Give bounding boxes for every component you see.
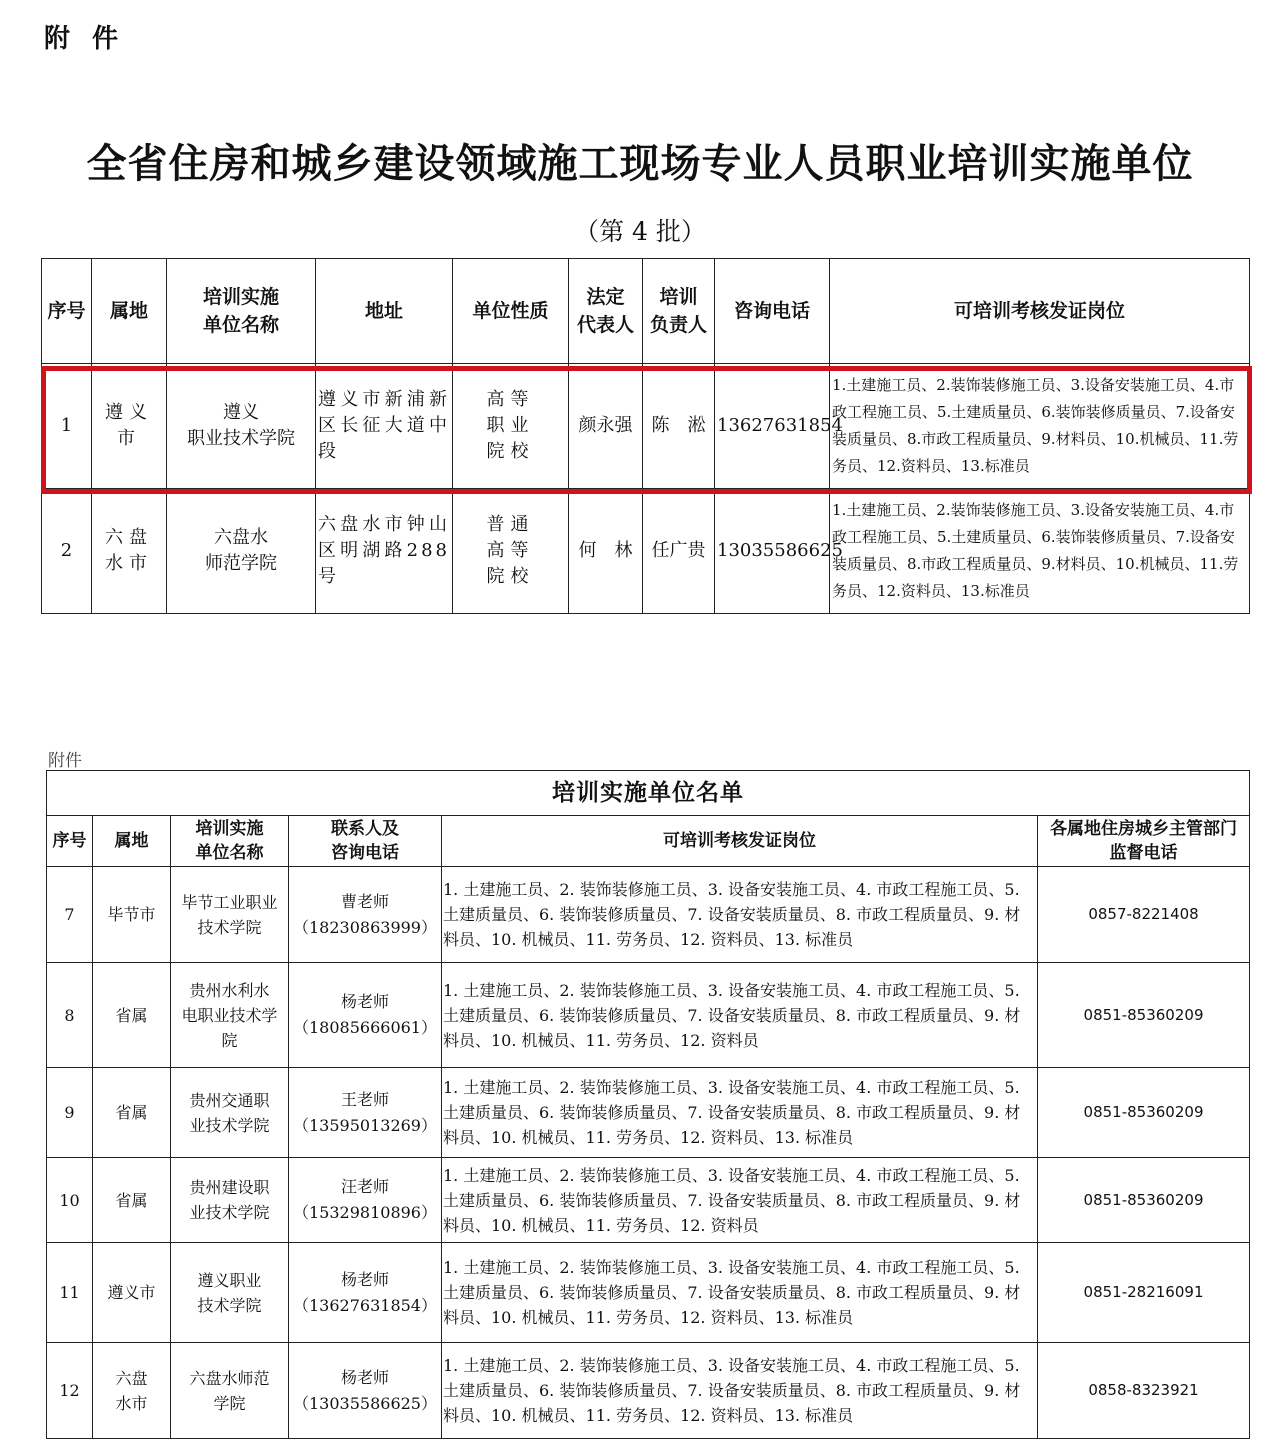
- cell-unit: 六盘水 师范学院: [167, 489, 316, 614]
- cell-unit: 贵州交通职 业技术学院: [171, 1068, 289, 1158]
- cell-region: 六盘 水市: [93, 1343, 171, 1439]
- table-header-row: [47, 816, 1250, 867]
- header-region: 属地: [93, 816, 171, 867]
- cell-address: 遵义市新浦新区长征大道中段: [316, 364, 453, 489]
- cell-supervise-phone: 0851-28216091: [1038, 1243, 1250, 1343]
- cell-legal: 何 林: [569, 489, 643, 614]
- cell-phone: 13035586625: [715, 489, 830, 614]
- cell-nature: 高等 职业 院校: [453, 364, 569, 489]
- cell-unit: 六盘水师范 学院: [171, 1343, 289, 1439]
- cell-no: 10: [47, 1158, 93, 1243]
- cell-posts: 1.土建施工员、2.装饰装修施工员、3.设备安装施工员、4.市政工程施工员、5.土建质量员、6.装饰装修质量员、7.设备安装质量员、8.市政工程质量员、9.材料员、10.机械员、11.劳务员、12.资料员、13.标准员: [830, 489, 1250, 614]
- cell-unit: 贵州建设职 业技术学院: [171, 1158, 289, 1243]
- table-row: [47, 1068, 1250, 1158]
- header-address: 地址: [316, 259, 453, 364]
- table-row: [47, 867, 1250, 963]
- cell-unit: 遵义 职业技术学院: [167, 364, 316, 489]
- cell-no: 11: [47, 1243, 93, 1343]
- cell-nature: 普通 高等 院校: [453, 489, 569, 614]
- cell-contact: 杨老师 （18085666061）: [289, 963, 442, 1068]
- cell-contact: 王老师 （13595013269）: [289, 1068, 442, 1158]
- header-unit: 培训实施 单位名称: [167, 259, 316, 364]
- cell-region: 遵义市: [93, 1243, 171, 1343]
- cell-region: 毕节市: [93, 867, 171, 963]
- cell-legal: 颜永强: [569, 364, 643, 489]
- highlight-box: [41, 366, 1252, 494]
- header-legal: 法定 代表人: [569, 259, 643, 364]
- batch-subtitle: （第 4 批）: [574, 217, 706, 246]
- list-title: 培训实施单位名单: [47, 771, 1250, 816]
- cell-contact: 杨老师 （13627631854）: [289, 1243, 442, 1343]
- header-region: 属地: [92, 259, 167, 364]
- header-unit: 培训实施 单位名称: [171, 816, 289, 867]
- cell-posts: 1. 土建施工员、2. 装饰装修施工员、3. 设备安装施工员、4. 市政工程施工员、5. 土建质量员、6. 装饰装修质量员、7. 设备安装质量员、8. 市政工程质量员、9. 材料员、10. 机械员、11. 劳务员、12. 资料员、13. 标准员: [442, 1068, 1038, 1158]
- cell-contact: 汪老师 （15329810896）: [289, 1158, 442, 1243]
- cell-region: 省属: [93, 1158, 171, 1243]
- header-no: 序号: [47, 816, 93, 867]
- table-row: [42, 489, 1250, 614]
- cell-unit: 遵义职业 技术学院: [171, 1243, 289, 1343]
- cell-posts: 1. 土建施工员、2. 装饰装修施工员、3. 设备安装施工员、4. 市政工程施工员、5. 土建质量员、6. 装饰装修质量员、7. 设备安装质量员、8. 市政工程质量员、9. 材料员、10. 机械员、11. 劳务员、12. 资料员: [442, 1158, 1038, 1243]
- cell-trainer: 陈 淞: [643, 364, 715, 489]
- cell-no: 2: [42, 489, 92, 614]
- training-units-list-table: [46, 770, 1250, 1439]
- header-phone: 咨询电话: [715, 259, 830, 364]
- table-row: [47, 963, 1250, 1068]
- header-posts: 可培训考核发证岗位: [442, 816, 1038, 867]
- attachment-label-2: 附件: [48, 751, 82, 771]
- cell-supervise-phone: 0851-85360209: [1038, 963, 1250, 1068]
- table-row: [47, 1343, 1250, 1439]
- table-header-row: [42, 259, 1250, 364]
- cell-no: 9: [47, 1068, 93, 1158]
- cell-posts: 1. 土建施工员、2. 装饰装修施工员、3. 设备安装施工员、4. 市政工程施工员、5. 土建质量员、6. 装饰装修质量员、7. 设备安装质量员、8. 市政工程质量员、9. 材料员、10. 机械员、11. 劳务员、12. 资料员、13. 标准员: [442, 1343, 1038, 1439]
- header-supervise: 各属地住房城乡主管部门 监督电话: [1038, 816, 1250, 867]
- table-title-row: [47, 771, 1250, 816]
- cell-trainer: 任广贵: [643, 489, 715, 614]
- cell-no: 8: [47, 963, 93, 1068]
- header-posts: 可培训考核发证岗位: [830, 259, 1250, 364]
- cell-posts: 1. 土建施工员、2. 装饰装修施工员、3. 设备安装施工员、4. 市政工程施工员、5. 土建质量员、6. 装饰装修质量员、7. 设备安装质量员、8. 市政工程质量员、9. 材料员、10. 机械员、11. 劳务员、12. 资料员、13. 标准员: [442, 867, 1038, 963]
- document-title: 全省住房和城乡建设领域施工现场专业人员职业培训实施单位: [86, 140, 1194, 187]
- table-row: [47, 1158, 1250, 1243]
- header-no: 序号: [42, 259, 92, 364]
- cell-supervise-phone: 0857-8221408: [1038, 867, 1250, 963]
- cell-no: 12: [47, 1343, 93, 1439]
- cell-region: 遵义市: [92, 364, 167, 489]
- attachment-label: 附件: [44, 24, 141, 54]
- cell-supervise-phone: 0851-85360209: [1038, 1158, 1250, 1243]
- cell-posts: 1. 土建施工员、2. 装饰装修施工员、3. 设备安装施工员、4. 市政工程施工员、5. 土建质量员、6. 装饰装修质量员、7. 设备安装质量员、8. 市政工程质量员、9. 材料员、10. 机械员、11. 劳务员、12. 资料员: [442, 963, 1038, 1068]
- cell-no: 1: [42, 364, 92, 489]
- header-nature: 单位性质: [453, 259, 569, 364]
- cell-unit: 毕节工业职业 技术学院: [171, 867, 289, 963]
- cell-posts: 1.土建施工员、2.装饰装修施工员、3.设备安装施工员、4.市政工程施工员、5.土建质量员、6.装饰装修质量员、7.设备安装质量员、8.市政工程质量员、9.材料员、10.机械员、11.劳务员、12.资料员、13.标准员: [830, 364, 1250, 489]
- header-contact: 联系人及 咨询电话: [289, 816, 442, 867]
- cell-supervise-phone: 0858-8323921: [1038, 1343, 1250, 1439]
- cell-phone: 13627631854: [715, 364, 830, 489]
- cell-posts: 1. 土建施工员、2. 装饰装修施工员、3. 设备安装施工员、4. 市政工程施工员、5. 土建质量员、6. 装饰装修质量员、7. 设备安装质量员、8. 市政工程质量员、9. 材料员、10. 机械员、11. 劳务员、12. 资料员、13. 标准员: [442, 1243, 1038, 1343]
- header-trainer: 培训 负责人: [643, 259, 715, 364]
- cell-region: 省属: [93, 1068, 171, 1158]
- table-row: [47, 1243, 1250, 1343]
- cell-contact: 杨老师 （13035586625）: [289, 1343, 442, 1439]
- cell-address: 六盘水市钟山区明湖路288号: [316, 489, 453, 614]
- cell-no: 7: [47, 867, 93, 963]
- cell-region: 六盘 水市: [92, 489, 167, 614]
- cell-region: 省属: [93, 963, 171, 1068]
- cell-unit: 贵州水利水 电职业技术学 院: [171, 963, 289, 1068]
- cell-supervise-phone: 0851-85360209: [1038, 1068, 1250, 1158]
- cell-contact: 曹老师 （18230863999）: [289, 867, 442, 963]
